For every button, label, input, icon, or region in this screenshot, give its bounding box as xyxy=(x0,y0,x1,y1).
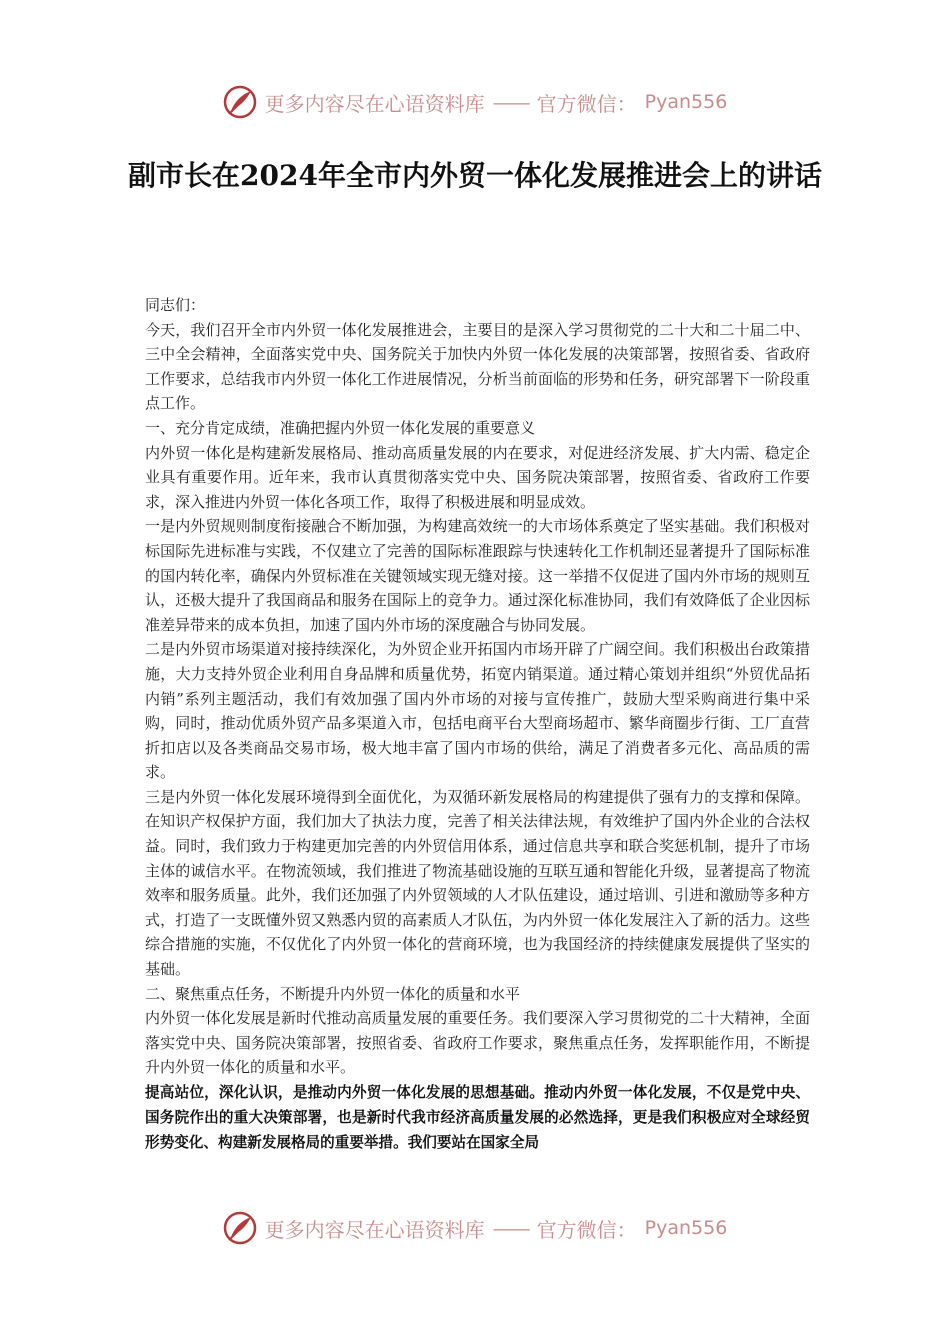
paragraph: 一是内外贸规则制度衔接融合不断加强，为构建高效统一的大市场体系奠定了坚实基础。我们积极对标国际先进标准与实践，不仅建立了完善的国际标准跟踪与快速转化工作机制还显著提升了国际标准的国内转化率，确保内外贸标准在关键领域实现无缝对接。这一举措不仅促进了国内外市场的规则互认，还极大提升了我国商品和服务在国际上的竞争力。通过深化标准协同，我们有效降低了企业因标准差异带来的成本负担，加速了国内外市场的深度融合与协同发展。 xyxy=(145,517,810,634)
banner-text: 更多内容尽在心语资料库 xyxy=(264,1217,485,1242)
quill-logo-icon xyxy=(223,1211,257,1245)
banner-wechat-label: 官方微信： xyxy=(536,1217,637,1242)
section-heading-2: 二、聚焦重点任务，不断提升内外贸一体化的质量和水平 xyxy=(145,984,521,1003)
banner-wechat-id: Pyan556 xyxy=(644,1217,728,1239)
document-body xyxy=(145,293,810,1155)
banner-wechat-id: Pyan556 xyxy=(644,91,728,113)
paragraph-intro: 今天，我们召开全市内外贸一体化发展推进会，主要目的是深入学习贯彻党的二十大和二十届二中、三中全会精神，全面落实党中央、国务院关于加快内外贸一体化发展的决策部署，按照省委、省政府工作要求，总结我市内外贸一体化工作进展情况，分析当前面临的形势和任务，研究部署下一阶段重点工作。 xyxy=(145,320,810,413)
banner-separator: —— xyxy=(492,90,529,114)
quill-logo-icon xyxy=(223,85,257,119)
footer-banner xyxy=(0,1208,950,1248)
bold-paragraph: 提高站位，深化认识，是推动内外贸一体化发展的思想基础。推动内外贸一体化发展，不仅是党中央、国务院作出的重大决策部署，也是新时代我市经济高质量发展的必然选择，更是我们积极应对全球经贸形势变化、构建新发展格局的重要举措。我们要站在国家全局 xyxy=(145,1084,810,1151)
paragraph: 内外贸一体化发展是新时代推动高质量发展的重要任务。我们要深入学习贯彻党的二十大精神，全面落实党中央、国务院决策部署，按照省委、省政府工作要求，聚焦重点任务，发挥职能作用，不断提升内外贸一体化的质量和水平。 xyxy=(145,1009,810,1077)
paragraph-salutation: 同志们： xyxy=(145,296,206,314)
banner-wechat-label: 官方微信： xyxy=(536,91,637,116)
header-banner xyxy=(0,82,950,122)
section-heading-1: 一、充分肯定成绩，准确把握内外贸一体化发展的重要意义 xyxy=(145,418,536,437)
document-title: 副市长在2024年全市内外贸一体化发展推进会上的讲话 xyxy=(128,159,822,192)
paragraph: 三是内外贸一体化发展环境得到全面优化，为双循环新发展格局的构建提供了强有力的支撑和保障。在知识产权保护方面，我们加大了执法力度，完善了相关法律法规，有效维护了国内外企业的合法权益。同时，我们致力于构建更加完善的内外贸信用体系，通过信息共享和联合奖惩机制，提升了市场主体的诚信水平。在物流领域，我们推进了物流基础设施的互联互通和智能化升级，显著提高了物流效率和服务质量。此外，我们还加强了内外贸领域的人才队伍建设，通过培训、引进和激励等多种方式，打造了一支既懂外贸又熟悉内贸的高素质人才队伍，为内外贸一体化发展注入了新的活力。这些综合措施的实施，不仅优化了内外贸一体化的营商环境，也为我国经济的持续健康发展提供了坚实的基础。 xyxy=(145,787,810,979)
paragraph: 内外贸一体化是构建新发展格局、推动高质量发展的内在要求，对促进经济发展、扩大内需、稳定企业具有重要作用。近年来，我市认真贯彻落实党中央、国务院决策部署，按照省委、省政府工作要求，深入推进内外贸一体化各项工作，取得了积极进展和明显成效。 xyxy=(145,443,810,511)
paragraph: 二是内外贸市场渠道对接持续深化，为外贸企业开拓国内市场开辟了广阔空间。我们积极出台政策措施，大力支持外贸企业利用自身品牌和质量优势，拓宽内销渠道。通过精心策划并组织“外贸优品拓内销”系列主题活动，我们有效加强了国内外市场的对接与宣传推广，鼓励大型采购商进行集中采购，同时，推动优质外贸产品多渠道入市，包括电商平台大型商场超市、繁华商圈步行街、工厂直营折扣店以及各类商品交易市场，极大地丰富了国内市场的供给，满足了消费者多元化、高品质的需求。 xyxy=(145,640,810,782)
banner-text: 更多内容尽在心语资料库 xyxy=(264,91,485,116)
banner-separator: —— xyxy=(492,1216,529,1240)
